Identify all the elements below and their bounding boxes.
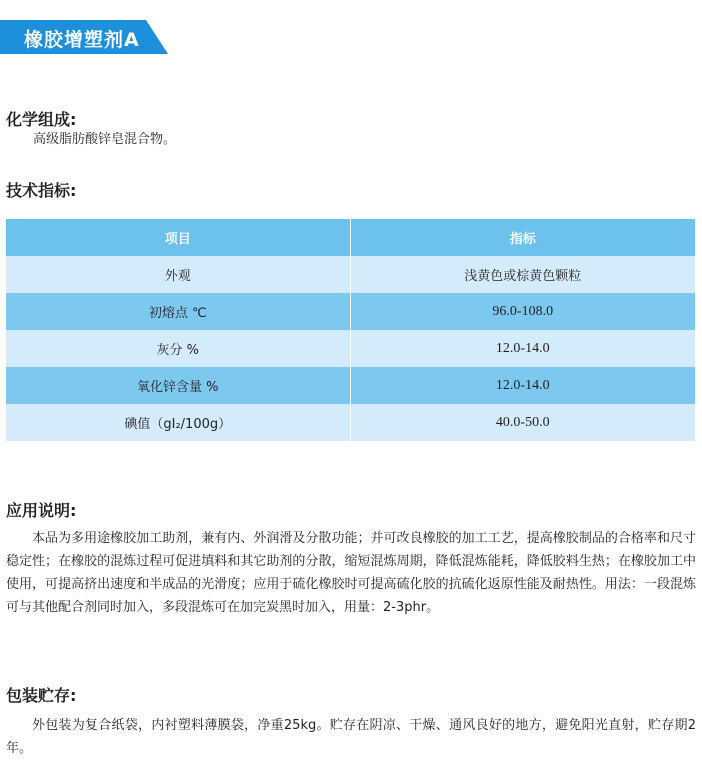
page-title: 橡胶增塑剂A (24, 29, 140, 51)
column-header-item: 项目 (6, 219, 350, 256)
table-row (6, 256, 695, 293)
spec-table (6, 219, 695, 441)
spec-value: 12.0-14.0 (350, 330, 695, 367)
spec-value: 40.0-50.0 (350, 404, 695, 441)
table-row (6, 330, 695, 367)
column-header-value: 指标 (350, 219, 695, 256)
specs-heading: 技术指标: (6, 181, 77, 200)
spec-item: 灰分 % (6, 330, 350, 367)
table-row (6, 293, 695, 330)
application-heading: 应用说明: (6, 501, 77, 520)
packaging-text: 外包装为复合纸袋，内衬塑料薄膜袋，净重25kg。贮存在阴凉、干燥、通风良好的地方，避免阳光直射，贮存期2年。 (6, 718, 696, 756)
spec-item: 外观 (6, 256, 350, 293)
table-row (6, 367, 695, 404)
spec-value: 浅黄色或棕黄色颗粒 (350, 256, 695, 293)
packaging-heading: 包装贮存: (6, 686, 77, 705)
spec-item: 碘值（gI₂/100g） (6, 404, 350, 441)
spec-value: 96.0-108.0 (350, 293, 695, 330)
composition-text: 高级脂肪酸锌皂混合物。 (33, 132, 177, 147)
composition-heading: 化学组成: (6, 110, 77, 129)
table-row (6, 404, 695, 441)
spec-value: 12.0-14.0 (350, 367, 695, 404)
spec-item: 初熔点 ℃ (6, 293, 350, 330)
spec-item: 氧化锌含量 % (6, 367, 350, 404)
title-banner (0, 20, 168, 54)
spec-table-header-row (6, 219, 695, 256)
application-text: 本品为多用途橡胶加工助剂，兼有内、外润滑及分散功能；并可改良橡胶的加工工艺，提高橡胶制品的合格率和尺寸稳定性；在橡胶的混炼过程可促进填料和其它助剂的分散，缩短混炼周期，降低混炼能耗，降低胶料生热；在橡胶加工中使用，可提高挤出速度和半成品的光滑度；应用于硫化橡胶时可提高硫化胶的抗硫化返原性能及耐热性。用法：一段混炼可与其他配合剂同时加入，多段混炼可在加完炭黑时加入，用量：2-3phr。 (6, 531, 696, 615)
